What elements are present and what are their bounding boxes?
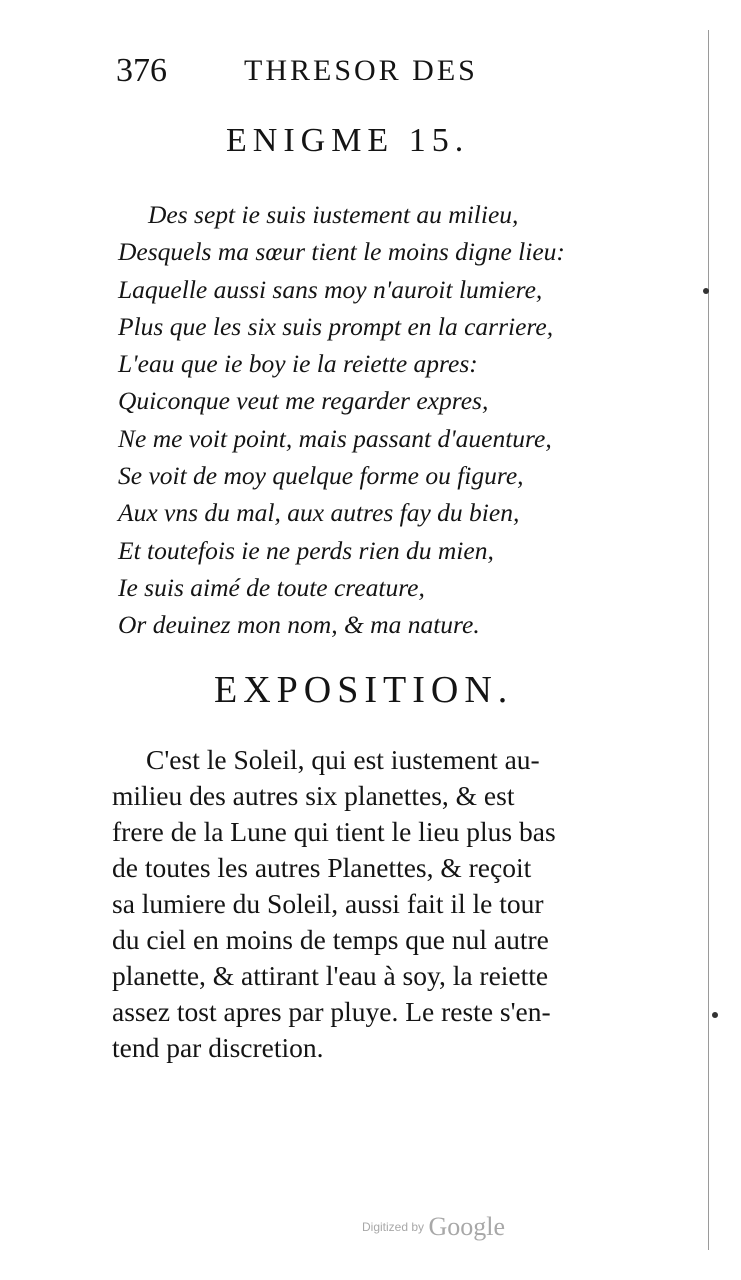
prose-line: tend par discretion. — [112, 1032, 324, 1063]
poem-line: L'eau que ie boy ie la reiette apres: — [118, 349, 478, 379]
watermark-prefix: Digitized by — [362, 1220, 425, 1234]
poem-line: Laquelle aussi sans moy n'auroit lumiere, — [118, 274, 543, 304]
prose-line: frere de la Lune qui tient le lieu plus bas — [112, 816, 556, 847]
prose-line: C'est le Soleil, qui est iustement au- — [146, 744, 540, 775]
exposition-text — [112, 742, 652, 1066]
prose-line: planette, & attirant l'eau à soy, la reiette — [112, 960, 549, 991]
poem-line: Quiconque veut me regarder expres, — [118, 386, 489, 416]
exposition-title: EXPOSITION. — [214, 669, 514, 711]
prose-line: milieu des autres six planettes, & est — [112, 780, 515, 811]
poem-line: Aux vns du mal, aux autres fay du bien, — [118, 498, 520, 528]
prose-line: assez tost apres par pluye. Le reste s'en- — [112, 996, 551, 1027]
page-header — [116, 52, 556, 92]
poem-line: Desquels ma sœur tient le moins digne lieu: — [118, 237, 565, 267]
enigma-title: ENIGME 15. — [226, 122, 470, 159]
page-edge-line — [708, 30, 709, 1250]
prose-line: du ciel en moins de temps que nul autre — [112, 924, 549, 955]
page-edge-mark — [703, 288, 709, 294]
enigma-poem — [118, 196, 658, 644]
google-logo: Google — [428, 1212, 506, 1241]
page-number: 376 — [116, 52, 167, 89]
poem-line: Et toutefois ie ne perds rien du mien, — [118, 535, 494, 565]
prose-line: sa lumiere du Soleil, aussi fait il le tour — [112, 888, 544, 919]
poem-line: Plus que les six suis prompt en la carriere, — [118, 311, 554, 341]
poem-line: Or deuinez mon nom, & ma nature. — [118, 610, 480, 640]
page-edge-mark — [712, 1012, 718, 1018]
poem-line: Ie suis aimé de toute creature, — [118, 572, 425, 602]
poem-line: Des sept ie suis iustement au milieu, — [148, 200, 519, 229]
google-watermark — [362, 1212, 505, 1242]
running-title: THRESOR DES — [244, 54, 478, 87]
poem-line: Se voit de moy quelque forme ou figure, — [118, 461, 524, 491]
prose-line: de toutes les autres Planettes, & reçoit — [112, 852, 532, 883]
poem-line: Ne me voit point, mais passant d'auenture, — [118, 423, 552, 453]
